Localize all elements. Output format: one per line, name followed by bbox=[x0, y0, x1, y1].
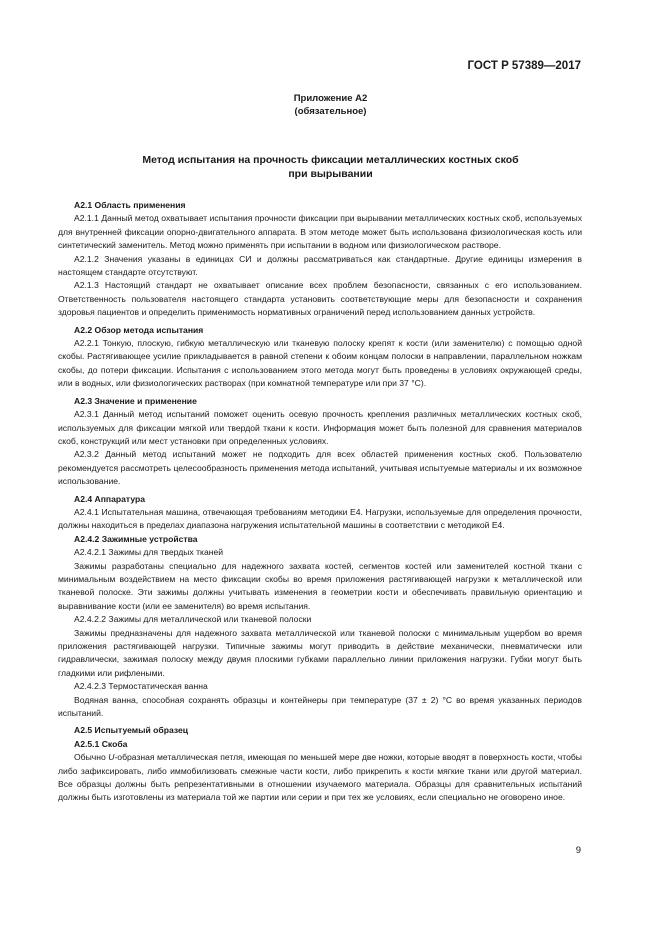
section-heading: А2.5 Испытуемый образец bbox=[74, 725, 189, 736]
title-line-2: при вырывании bbox=[288, 168, 373, 180]
section-heading: А2.2 Обзор метода испытания bbox=[74, 324, 204, 335]
paragraph: Зажимы предназначены для надежного захвата металлической или тканевой полоски с минимальным ущербом во время приложения растягивающей нагрузки. Типичные зажимы могут приводить в действие механически, пневматически или гидравлически, зажимая полоску между двумя плоскими губками параллельно линии приложения нагрузки. Губки могут быть гладкими или рифлеными. bbox=[58, 627, 582, 678]
subsubsection-heading: А2.4.2.1 Зажимы для твердых тканей bbox=[74, 547, 224, 558]
paragraph: А2.3.2 Данный метод испытаний может не подходить для всех областей применения костных скоб. Пользователю рекомендуется рассмотреть целесообразность применения метода испытаний, учитывая испытуемые материалы и их возможное использование. bbox=[58, 449, 582, 487]
subsubsection-heading: А2.4.2.2 Зажимы для металлической или тканевой полоски bbox=[74, 614, 312, 625]
standard-code: ГОСТ Р 57389—2017 bbox=[467, 60, 581, 72]
paragraph bbox=[58, 751, 582, 805]
text-run: Обычно bbox=[74, 752, 109, 763]
paragraph: А2.1.3 Настоящий стандарт не охватывает описание всех проблем безопасности, связанных с его использованием. Ответственность пользователя настоящего стандарта установить соответствующие меры для безопасности и сохранения здоровья пациентов и определить применимость нормативных ограничений перед использованием данных устройств. bbox=[58, 280, 582, 318]
section-heading: А2.4 Аппаратура bbox=[74, 493, 146, 504]
italic-letter: U bbox=[108, 752, 115, 763]
paragraph: А2.2.1 Тонкую, плоскую, гибкую металлическую или тканевую полоску крепят к кости (или заменителю) с помощью одной скобы. Растягивающее усилие прикладывается в равной степени к обоим концам полоски в направлении, параллельном ножкам скобы, до потери фиксации. Испытания с использованием этого метода могут быть проведены в условиях окружающей среды, или в водных, или физиологических растворах (при комнатной температуре или при 37 °С). bbox=[58, 338, 582, 389]
appendix-heading bbox=[0, 92, 661, 118]
subsection-heading: А2.5.1 Скоба bbox=[74, 738, 128, 749]
document-body bbox=[58, 199, 582, 805]
appendix-status: (обязательное) bbox=[294, 106, 367, 117]
section-heading: А2.3 Значение и применение bbox=[74, 395, 197, 406]
document-title bbox=[0, 153, 661, 181]
paragraph: А2.1.1 Данный метод охватывает испытания прочности фиксации при вырывании металлических костных скоб, используемых для внутренней фиксации опорно-двигательного аппарата. В этом методе может быть использована физиологическая кость или синтетический заменитель. Метод можно применять при испытании в водном или физиологическом растворе. bbox=[58, 213, 582, 251]
section-heading: А2.1 Область применения bbox=[74, 200, 186, 210]
paragraph: А2.1.2 Значения указаны в единицах СИ и должны рассматриваться как стандартные. Другие единицы измерения в настоящем стандарте отсутствуют. bbox=[58, 253, 582, 278]
paragraph: Зажимы разработаны специально для надежного захвата костей, сегментов костей или заменителей костной ткани с минимальным воздействием на место фиксации скобы во время приложения растягивающей нагрузки к металлической или тканевой полоске. Эти зажимы должны учитывать изменения в геометрии кости и обеспечивать правильную ориентацию и выравнивание кости (или ее заменителя) во время испытания. bbox=[58, 560, 582, 611]
appendix-label: Приложение А2 bbox=[293, 93, 368, 104]
subsubsection-heading: А2.4.2.3 Термостатическая ванна bbox=[74, 681, 208, 692]
paragraph: А2.3.1 Данный метод испытаний поможет оценить осевую прочность крепления различных металлических костных скоб, используемых для фиксации мягкой или твердой ткани к кости. Информация может быть полезной для сравнения материалов скоб, конструкций или мест установки при определенных условиях. bbox=[58, 409, 582, 446]
paragraph: А2.4.1 Испытательная машина, отвечающая требованиям методики Е4. Нагрузки, используемые для определения прочности, должны находиться в пределах диапазона нагружения испытательной машины в соответствии с методикой Е4. bbox=[58, 506, 582, 531]
subsection-heading: А2.4.2 Зажимные устройства bbox=[74, 533, 198, 544]
paragraph: Водяная ванна, способная сохранять образцы и контейнеры при температуре (37 ± 2) °С во время указанных периодов испытаний. bbox=[58, 694, 582, 719]
text-run: -образная металлическая петля, имеющая по меньшей мере две ножки, которые вводят в поверхность кости, чтобы либо зафиксировать, либо иммобилизовать смежные части кости, либо прикрепить к кости мягкие ткани или другой материал. Все образцы должны быть репрезентативными в отношении изучаемого материала. Образцы для сравнительных испытаний должны быть изготовлены из материала той же партии или серии и при тех же условиях, если специально не оговорено иное. bbox=[58, 752, 582, 803]
title-line-1: Метод испытания на прочность фиксации металлических костных скоб bbox=[142, 154, 519, 166]
page-number: 9 bbox=[575, 845, 581, 856]
